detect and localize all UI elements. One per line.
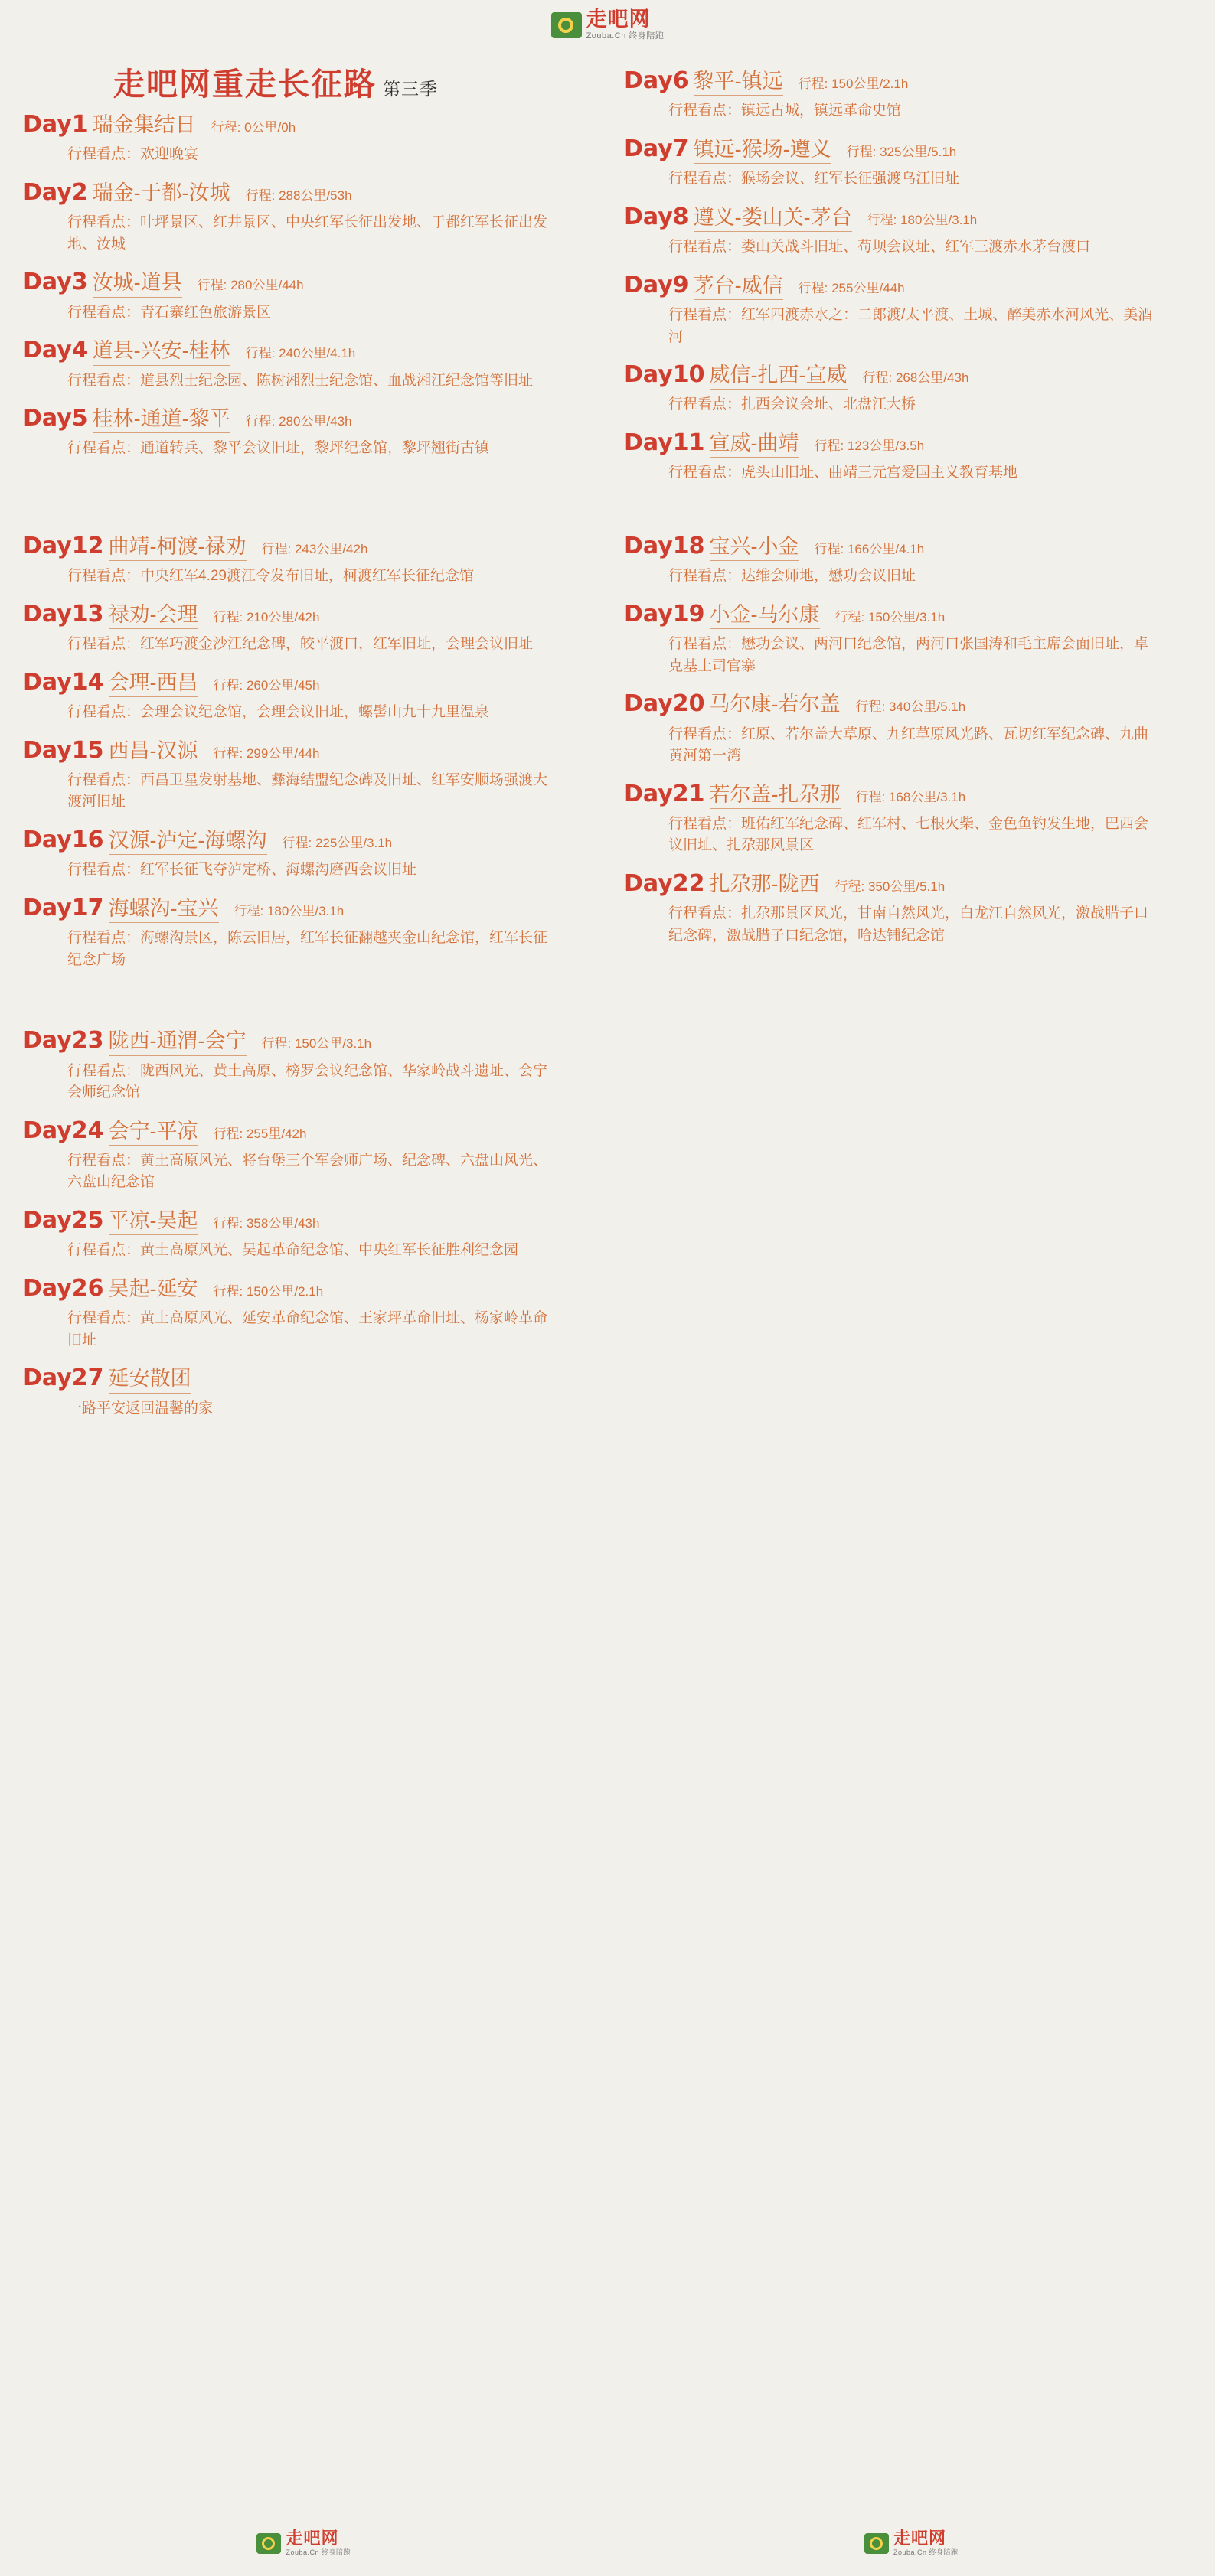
brand-subtitle: Zouba.Cn 终身陪跑 [586, 31, 665, 41]
day-entry-header [624, 781, 1181, 809]
column-left-3 [0, 1028, 607, 1433]
day-entry [624, 602, 1181, 677]
day-spots: 行程看点：黄土高原风光、吴起革命纪念馆、中央红军长征胜利纪念园 [67, 1242, 519, 1259]
day-spots: 行程看点：娄山关战斗旧址、苟坝会议址、红军三渡赤水茅台渡口 [668, 239, 1091, 256]
column-right-1 [607, 45, 1214, 498]
day-route: 禄劝-会理 [109, 602, 198, 629]
day-entry-header [23, 670, 573, 697]
day-entry-header [23, 1118, 573, 1146]
day-spots: 行程看点：扎尕那景区风光，甘南自然风光，白龙江自然风光，激战腊子口纪念碑，激战腊子口纪念馆，哈达铺纪念馆 [668, 905, 1149, 944]
day-route: 小金-马尔康 [710, 602, 820, 629]
day-entry-header [624, 272, 1181, 300]
day-distance: 行程: 268公里/43h [862, 370, 969, 386]
day-entry-header [624, 362, 1181, 390]
day-route: 若尔盖-扎尕那 [710, 782, 841, 809]
day-entry-header [624, 136, 1181, 164]
day-number: Day20 [624, 690, 705, 718]
day-number: Day3 [23, 269, 88, 296]
day-number: Day2 [23, 178, 88, 206]
bottom-spacer [0, 1433, 1215, 1495]
day-distance: 行程: 280公里/43h [245, 414, 352, 429]
day-distance: 行程: 280公里/44h [197, 278, 304, 293]
day-spots: 行程看点：镇远古城，镇远革命史馆 [668, 103, 902, 119]
itinerary-block-2 [0, 533, 1215, 985]
day-number: Day18 [624, 532, 705, 559]
day-number: Day13 [23, 600, 104, 628]
day-number: Day26 [23, 1274, 104, 1302]
day-route: 马尔康-若尔盖 [710, 692, 841, 719]
day-route: 陇西-通渭-会宁 [109, 1029, 247, 1055]
footer-logo-right [864, 2530, 959, 2556]
day-entry [624, 533, 1181, 588]
day-route: 扎尕那-陇西 [710, 872, 820, 898]
footer-brand-subtitle-right: Zouba.Cn 终身陪跑 [893, 2548, 959, 2556]
day-route: 镇远-猴场-遵义 [694, 137, 831, 164]
day-entry-header [23, 1028, 573, 1055]
day-entry [624, 871, 1181, 947]
day-route: 延安散团 [109, 1366, 191, 1393]
day-entry-header [624, 430, 1181, 458]
day-distance: 行程: 350公里/5.1h [834, 879, 946, 894]
day-entry-header [23, 1365, 573, 1393]
day-route: 遵义-娄山关-茅台 [694, 205, 852, 232]
day-number: Day11 [624, 429, 705, 456]
day-route: 平凉-吴起 [109, 1208, 198, 1235]
day-spots: 行程看点：中央红军4.29渡江令发布旧址，柯渡红军长征纪念馆 [67, 568, 474, 585]
day-spots: 行程看点：红原、若尔盖大草原、九红草原风光路、瓦切红军纪念碑、九曲黄河第一湾 [668, 726, 1149, 765]
day-number: Day19 [624, 600, 705, 628]
day-number: Day12 [23, 532, 104, 559]
day-entry-header [23, 827, 573, 855]
day-route: 桂林-通道-黎平 [93, 406, 230, 433]
day-route: 宣威-曲靖 [710, 431, 799, 458]
day-entry [23, 533, 573, 588]
day-number: Day8 [624, 203, 689, 230]
day-entry [624, 691, 1181, 767]
day-route: 西昌-汉源 [109, 739, 198, 765]
footer-brand-title-right: 走吧网 [893, 2529, 946, 2548]
brand-text [586, 9, 665, 41]
column-right-3 [607, 1028, 1214, 1433]
page-title-season: 第三季 [383, 79, 438, 99]
footer-logo-left [256, 2530, 351, 2556]
day-spots: 行程看点：扎西会议会址、北盘江大桥 [668, 396, 916, 413]
day-entry-header [23, 337, 573, 365]
day-spots: 行程看点：陇西风光、黄土高原、榜罗会议纪念馆、华家岭战斗遗址、会宁会师纪念馆 [67, 1062, 548, 1101]
day-spots: 行程看点：达维会师地，懋功会议旧址 [668, 568, 916, 585]
day-spots: 行程看点：海螺沟景区，陈云旧居，红军长征翻越夹金山纪念馆，红军长征纪念广场 [67, 930, 548, 968]
day-entry [23, 337, 573, 392]
day-route: 茅台-威信 [694, 273, 783, 300]
day-entry [23, 1028, 573, 1104]
day-distance: 行程: 288公里/53h [245, 187, 352, 203]
brand-title: 走吧网 [586, 8, 651, 31]
day-entry [23, 827, 573, 882]
entry-list-right-1 [624, 45, 1181, 484]
day-number: Day22 [624, 869, 705, 897]
entry-list-right-2 [624, 533, 1181, 947]
day-route: 瑞金-于都-汝城 [93, 181, 230, 207]
day-distance: 行程: 299公里/44h [213, 745, 320, 761]
day-entry [624, 136, 1181, 191]
day-entry [23, 895, 573, 971]
day-number: Day21 [624, 780, 705, 807]
day-entry-header [23, 533, 573, 561]
day-entry-header [23, 180, 573, 207]
day-entry [23, 738, 573, 814]
day-distance: 行程: 150公里/2.1h [798, 77, 909, 91]
day-distance: 行程: 168公里/3.1h [855, 789, 966, 804]
day-spots: 行程看点：红军四渡赤水之：二郎渡/太平渡、土城、醉美赤水河风光、美酒河 [668, 307, 1153, 345]
day-number: Day23 [23, 1027, 104, 1055]
day-spots: 行程看点：道县烈士纪念园、陈树湘烈士纪念馆、血战湘江纪念馆等旧址 [67, 372, 534, 389]
column-right-2 [607, 533, 1214, 985]
day-entry [23, 1118, 573, 1194]
day-entry-header [624, 204, 1181, 232]
day-route: 海螺沟-宝兴 [109, 896, 219, 923]
day-entry [23, 1208, 573, 1262]
day-entry [624, 68, 1181, 122]
day-distance: 行程: 340公里/5.1h [855, 699, 966, 715]
day-spots: 行程看点：虎头山旧址、曲靖三元宫爱国主义教育基地 [668, 465, 1018, 481]
day-entry [23, 1276, 573, 1352]
day-entry-header [23, 112, 573, 139]
day-entry-header [624, 533, 1181, 561]
day-entry [23, 180, 573, 256]
page-title [23, 59, 573, 104]
day-entry [23, 670, 573, 724]
day-distance: 行程: 150公里/3.1h [261, 1036, 372, 1052]
footer [0, 2530, 1215, 2556]
day-entry [23, 1365, 573, 1420]
zouba-logo-icon [864, 2533, 889, 2554]
day-spots: 行程看点：黄土高原风光、将台堡三个军会师广场、纪念碑、六盘山风光、六盘山纪念馆 [67, 1152, 548, 1191]
day-entry-header [624, 602, 1181, 629]
day-number: Day1 [23, 111, 88, 138]
day-entry-header [23, 1276, 573, 1303]
footer-brand-subtitle-left: Zouba.Cn 终身陪跑 [286, 2548, 351, 2556]
day-entry-header [23, 269, 573, 297]
entry-list-left-2 [23, 533, 573, 971]
day-entry [23, 602, 573, 656]
day-entry-header [624, 871, 1181, 898]
day-entry [624, 781, 1181, 857]
itinerary-block-3 [0, 1028, 1215, 1433]
entry-list-left-3 [23, 1028, 573, 1420]
day-route: 黎平-镇远 [694, 69, 783, 96]
day-distance: 行程: 255公里/44h [798, 280, 905, 295]
day-entry [23, 112, 573, 166]
day-route: 宝兴-小金 [710, 534, 799, 561]
day-distance: 行程: 150公里/2.1h [213, 1283, 324, 1299]
zouba-logo-icon [551, 12, 582, 38]
brand-logo [551, 9, 665, 41]
day-entry [23, 269, 573, 324]
day-spots: 行程看点：红军长征飞夺泸定桥、海螺沟磨西会议旧址 [67, 862, 417, 879]
day-entry [624, 204, 1181, 259]
zouba-logo-icon [256, 2533, 281, 2554]
day-number: Day27 [23, 1365, 104, 1392]
day-distance: 行程: 210公里/42h [213, 609, 320, 624]
day-number: Day10 [624, 361, 705, 389]
day-route: 会宁-平凉 [109, 1119, 198, 1146]
day-distance: 行程: 0公里/0h [211, 120, 296, 135]
day-distance: 行程: 225公里/3.1h [282, 835, 393, 850]
header-logo [0, 0, 1215, 45]
day-number: Day17 [23, 894, 104, 921]
day-route: 威信-扎西-宣威 [710, 363, 848, 390]
day-distance: 行程: 180公里/3.1h [867, 212, 978, 227]
day-distance: 行程: 150公里/3.1h [834, 609, 946, 624]
day-spots: 行程看点：会理会议纪念馆，会理会议旧址，螺髻山九十九里温泉 [67, 704, 490, 721]
day-number: Day25 [23, 1206, 104, 1234]
day-number: Day4 [23, 337, 88, 364]
day-number: Day15 [23, 736, 104, 764]
day-distance: 行程: 240公里/4.1h [245, 346, 356, 361]
day-route: 吴起-延安 [109, 1277, 198, 1303]
day-spots: 行程看点：班佑红军纪念碑、红军村、七根火柴、金色鱼钓发生地，巴西会议旧址、扎尕那风景区 [668, 815, 1149, 854]
day-number: Day24 [23, 1117, 104, 1144]
page-title-main: 走吧网重走长征路 [113, 66, 377, 103]
itinerary-block-1 [0, 45, 1215, 498]
day-distance: 行程: 123公里/3.5h [814, 438, 925, 453]
day-entry-header [624, 691, 1181, 719]
day-number: Day5 [23, 405, 88, 432]
day-distance: 行程: 358公里/43h [213, 1215, 320, 1231]
day-entry [624, 430, 1181, 484]
day-spots: 行程看点：叶坪景区、红井景区、中央红军长征出发地、于都红军长征出发地、汝城 [67, 214, 548, 253]
column-left-1 [0, 45, 607, 498]
column-left-2 [0, 533, 607, 985]
day-entry-header [624, 68, 1181, 96]
day-number: Day6 [624, 67, 689, 94]
day-route: 道县-兴安-桂林 [93, 338, 230, 365]
day-distance: 行程: 180公里/3.1h [234, 903, 345, 918]
entry-list-left-1 [23, 112, 573, 460]
day-distance: 行程: 166公里/4.1h [814, 541, 925, 556]
day-route: 汝城-道县 [93, 270, 182, 297]
day-route: 汉源-泸定-海螺沟 [109, 828, 267, 855]
day-entry-header [23, 895, 573, 923]
day-entry [624, 362, 1181, 416]
day-distance: 行程: 255里/42h [213, 1126, 307, 1141]
day-spots: 行程看点：欢迎晚宴 [67, 146, 199, 163]
day-number: Day9 [624, 271, 689, 298]
day-entry-header [23, 602, 573, 629]
day-distance: 行程: 243公里/42h [261, 541, 368, 556]
day-spots: 行程看点：西昌卫星发射基地、彝海结盟纪念碑及旧址、红军安顺场强渡大渡河旧址 [67, 771, 548, 810]
day-entry-header [23, 1208, 573, 1235]
day-route: 会理-西昌 [109, 670, 198, 697]
day-spots: 行程看点：黄土高原风光、延安革命纪念馆、王家坪革命旧址、杨家岭革命旧址 [67, 1310, 548, 1348]
day-route: 瑞金集结日 [93, 112, 196, 139]
day-distance: 行程: 325公里/5.1h [846, 144, 957, 159]
day-spots: 行程看点：猴场会议、红军长征强渡乌江旧址 [668, 171, 960, 187]
day-number: Day7 [624, 135, 689, 162]
day-entry [23, 406, 573, 460]
day-spots: 一路平安返回温馨的家 [67, 1400, 214, 1417]
day-entry-header [23, 738, 573, 765]
day-spots: 行程看点：青石寨红色旅游景区 [67, 304, 272, 321]
footer-brand-title-left: 走吧网 [286, 2529, 339, 2548]
day-spots: 行程看点：懋功会议、两河口纪念馆，两河口张国涛和毛主席会面旧址，卓克基土司官寨 [668, 636, 1149, 674]
day-entry-header [23, 406, 573, 433]
day-route: 曲靖-柯渡-禄劝 [109, 534, 247, 561]
day-entry [624, 272, 1181, 348]
day-number: Day16 [23, 826, 104, 853]
day-spots: 行程看点：通道转兵、黎平会议旧址，黎坪纪念馆，黎坪翘街古镇 [67, 440, 490, 457]
day-number: Day14 [23, 668, 104, 696]
day-spots: 行程看点：红军巧渡金沙江纪念碑，皎平渡口，红军旧址，会理会议旧址 [67, 636, 534, 653]
day-distance: 行程: 260公里/45h [213, 677, 320, 693]
